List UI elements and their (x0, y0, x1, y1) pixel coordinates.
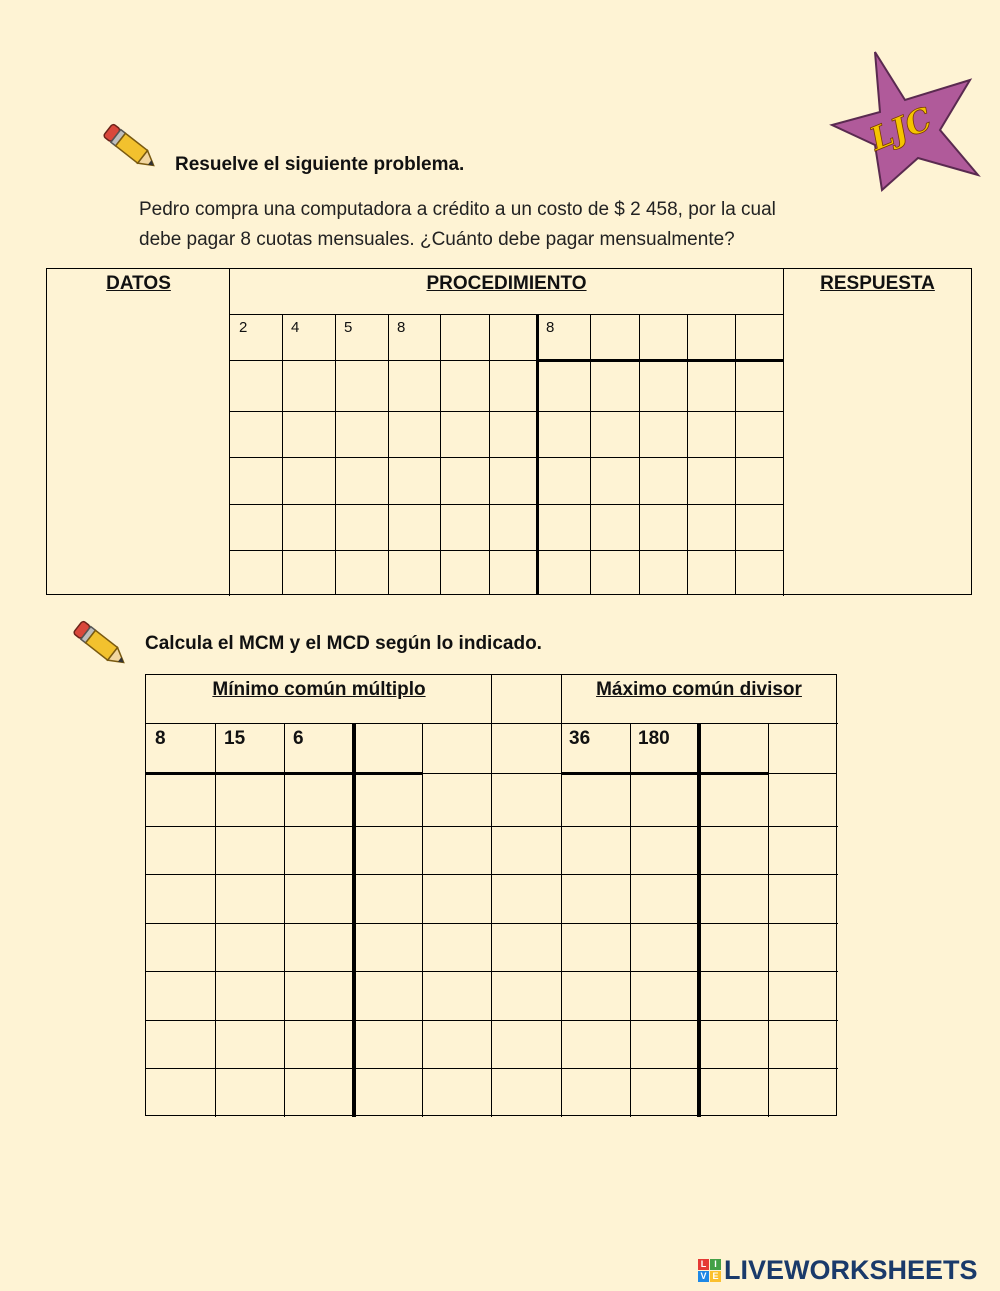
mcm-value[interactable]: 15 (224, 728, 246, 749)
procedimiento-header: PROCEDIMIENTO (426, 273, 587, 294)
problem-statement (139, 195, 869, 255)
brand-icon: L I V E (698, 1259, 721, 1282)
problem-table (46, 268, 972, 595)
mcm-value[interactable]: 8 (155, 728, 166, 749)
grid-cell[interactable]: 2 (239, 319, 248, 336)
problem-line-1: Pedro compra una computadora a crédito a un costo de $ 2 458, por la cual (139, 199, 776, 220)
section1-instruction: Resuelve el siguiente problema. (175, 154, 465, 175)
liveworksheets-logo (698, 1255, 978, 1285)
datos-header: DATOS (106, 273, 171, 294)
grid-cell[interactable]: 8 (546, 319, 555, 336)
pencil-icon (68, 612, 132, 676)
mcm-value[interactable]: 6 (293, 728, 304, 749)
respuesta-header: RESPUESTA (820, 273, 935, 294)
problem-line-2: debe pagar 8 cuotas mensuales. ¿Cuánto debe pagar mensualmente? (139, 229, 735, 250)
logo-text: LJC (864, 99, 938, 159)
mcm-mcd-table (145, 674, 837, 1116)
logo-star (820, 40, 990, 200)
mcd-header: Máximo común divisor (596, 679, 802, 700)
mcd-value[interactable]: 36 (569, 728, 591, 749)
grid-cell[interactable]: 4 (291, 319, 300, 336)
grid-cell[interactable]: 5 (344, 319, 353, 336)
grid-cell[interactable]: 8 (397, 319, 406, 336)
brand-text: LIVEWORKSHEETS (724, 1254, 978, 1285)
mcm-header: Mínimo común múltiplo (212, 679, 426, 700)
pencil-icon (98, 115, 162, 179)
section2-instruction: Calcula el MCM y el MCD según lo indicado. (145, 633, 542, 654)
mcd-value[interactable]: 180 (638, 728, 670, 749)
